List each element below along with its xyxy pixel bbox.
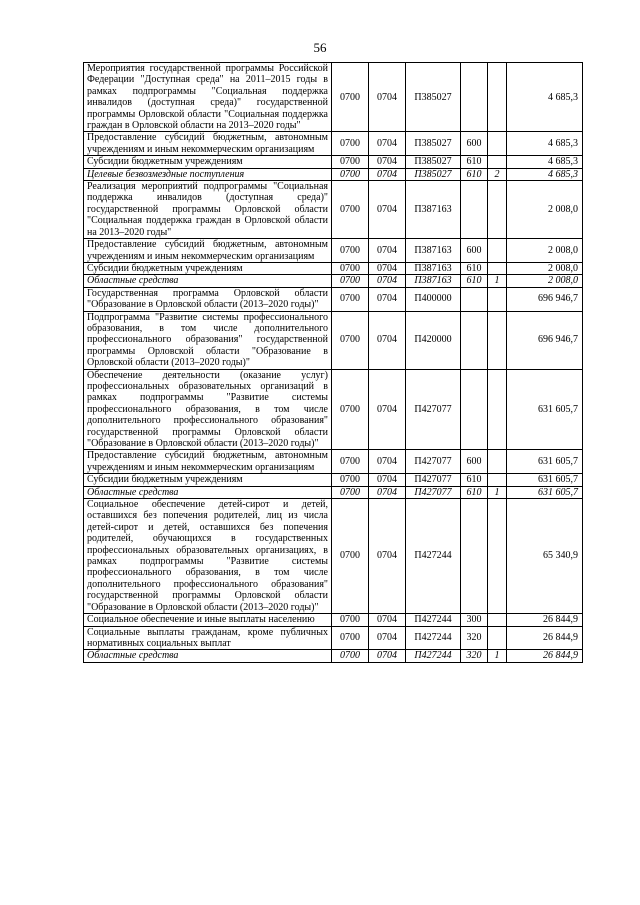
row-name-cell: Мероприятия государственной программы Российской Федерации "Доступная среда" на 2011–2015 годы в рамках подпрограммы "Социальная поддержка инвалидов (доступная среда)" государственной программы Орловской области "Социальная поддержка граждан в Орловской области на 2013–2020 годы" <box>84 63 332 132</box>
section-code-cell: 0700 <box>332 450 369 474</box>
amount-cell: 26 844,9 <box>507 626 583 650</box>
row-name-cell: Субсидии бюджетным учреждениям <box>84 262 332 274</box>
section-code-cell: 0700 <box>332 156 369 168</box>
expense-type-cell: 600 <box>461 132 488 156</box>
expense-type-cell: 600 <box>461 450 488 474</box>
amount-cell: 65 340,9 <box>507 499 583 614</box>
section-code-cell: 0700 <box>332 262 369 274</box>
section-code-cell: 0700 <box>332 168 369 180</box>
row-name-cell: Предоставление субсидий бюджетным, автономным учреждениям и иным некоммерческим организациям <box>84 132 332 156</box>
expense-type-cell <box>461 369 488 450</box>
subsection-code-cell: 0704 <box>369 650 406 662</box>
target-article-cell: П427077 <box>406 450 461 474</box>
target-article-cell: П427244 <box>406 499 461 614</box>
row-name-cell: Реализация мероприятий подпрограммы "Социальная поддержка инвалидов (доступная среда)" государственной программы Орловской области "Социальная поддержка граждан в Орловской области на 2013–2020 годы" <box>84 181 332 239</box>
funding-source-cell <box>488 311 507 369</box>
row-name-cell: Субсидии бюджетным учреждениям <box>84 156 332 168</box>
expense-type-cell <box>461 499 488 614</box>
expense-type-cell <box>461 287 488 311</box>
subsection-code-cell: 0704 <box>369 275 406 287</box>
expense-type-cell <box>461 63 488 132</box>
funding-source-cell <box>488 626 507 650</box>
subsection-code-cell: 0704 <box>369 626 406 650</box>
target-article-cell: П427244 <box>406 614 461 626</box>
amount-cell: 696 946,7 <box>507 311 583 369</box>
subsection-code-cell: 0704 <box>369 450 406 474</box>
amount-cell: 4 685,3 <box>507 156 583 168</box>
funding-source-cell <box>488 181 507 239</box>
target-article-cell: П385027 <box>406 168 461 180</box>
amount-cell: 26 844,9 <box>507 650 583 662</box>
subsection-code-cell: 0704 <box>369 287 406 311</box>
section-code-cell: 0700 <box>332 63 369 132</box>
section-code-cell: 0700 <box>332 181 369 239</box>
row-name-cell: Государственная программа Орловской области "Образование в Орловской области (2013–2020 годы)" <box>84 287 332 311</box>
table-row <box>84 626 583 650</box>
table-row <box>84 369 583 450</box>
table-row <box>84 239 583 263</box>
row-name-cell: Социальные выплаты гражданам, кроме публичных нормативных социальных выплат <box>84 626 332 650</box>
subsection-code-cell: 0704 <box>369 499 406 614</box>
target-article-cell: П427077 <box>406 486 461 498</box>
amount-cell: 4 685,3 <box>507 132 583 156</box>
section-code-cell: 0700 <box>332 275 369 287</box>
amount-cell: 2 008,0 <box>507 239 583 263</box>
row-name-cell: Социальное обеспечение и иные выплаты населению <box>84 614 332 626</box>
section-code-cell: 0700 <box>332 239 369 263</box>
row-name-cell: Субсидии бюджетным учреждениям <box>84 474 332 486</box>
table-row <box>84 287 583 311</box>
budget-table <box>83 62 583 663</box>
subsection-code-cell: 0704 <box>369 181 406 239</box>
row-name-cell: Целевые безвозмездные поступления <box>84 168 332 180</box>
expense-type-cell: 600 <box>461 239 488 263</box>
target-article-cell: П427244 <box>406 650 461 662</box>
target-article-cell: П387163 <box>406 262 461 274</box>
target-article-cell: П385027 <box>406 156 461 168</box>
amount-cell: 2 008,0 <box>507 275 583 287</box>
section-code-cell: 0700 <box>332 499 369 614</box>
funding-source-cell: 1 <box>488 650 507 662</box>
target-article-cell: П385027 <box>406 63 461 132</box>
row-name-cell: Областные средства <box>84 486 332 498</box>
target-article-cell: П387163 <box>406 275 461 287</box>
page-number: 56 <box>313 40 327 55</box>
funding-source-cell <box>488 499 507 614</box>
amount-cell: 696 946,7 <box>507 287 583 311</box>
row-name-cell: Подпрограмма "Развитие системы профессионального образования, в том числе дополнительного профессионального образования" государственной программы Орловской области "Образование в Орловской области (2013–2020 годы)" <box>84 311 332 369</box>
funding-source-cell <box>488 63 507 132</box>
amount-cell: 4 685,3 <box>507 63 583 132</box>
subsection-code-cell: 0704 <box>369 262 406 274</box>
expense-type-cell: 300 <box>461 614 488 626</box>
row-name-cell: Предоставление субсидий бюджетным, автономным учреждениям и иным некоммерческим организациям <box>84 450 332 474</box>
section-code-cell: 0700 <box>332 626 369 650</box>
table-row <box>84 262 583 274</box>
table-row <box>84 486 583 498</box>
funding-source-cell <box>488 262 507 274</box>
amount-cell: 2 008,0 <box>507 181 583 239</box>
section-code-cell: 0700 <box>332 311 369 369</box>
subsection-code-cell: 0704 <box>369 474 406 486</box>
table-row <box>84 450 583 474</box>
subsection-code-cell: 0704 <box>369 311 406 369</box>
section-code-cell: 0700 <box>332 369 369 450</box>
table-row <box>84 499 583 614</box>
subsection-code-cell: 0704 <box>369 239 406 263</box>
target-article-cell: П400000 <box>406 287 461 311</box>
budget-table-body <box>84 63 583 663</box>
section-code-cell: 0700 <box>332 614 369 626</box>
funding-source-cell <box>488 474 507 486</box>
section-code-cell: 0700 <box>332 132 369 156</box>
section-code-cell: 0700 <box>332 486 369 498</box>
expense-type-cell <box>461 181 488 239</box>
funding-source-cell <box>488 156 507 168</box>
expense-type-cell: 320 <box>461 626 488 650</box>
amount-cell: 4 685,3 <box>507 168 583 180</box>
section-code-cell: 0700 <box>332 474 369 486</box>
funding-source-cell <box>488 369 507 450</box>
table-row <box>84 132 583 156</box>
row-name-cell: Обеспечение деятельности (оказание услуг) профессиональных образовательных организаций в рамках подпрограммы "Развитие системы профессионального образования, в том числе дополнительного профессионального образования" государственной программы Орловской области "Образование в Орловской области (2013–2020 годы)" <box>84 369 332 450</box>
subsection-code-cell: 0704 <box>369 369 406 450</box>
target-article-cell: П420000 <box>406 311 461 369</box>
section-code-cell: 0700 <box>332 287 369 311</box>
amount-cell: 631 605,7 <box>507 474 583 486</box>
target-article-cell: П387163 <box>406 239 461 263</box>
subsection-code-cell: 0704 <box>369 156 406 168</box>
expense-type-cell: 610 <box>461 486 488 498</box>
expense-type-cell: 610 <box>461 262 488 274</box>
expense-type-cell: 610 <box>461 156 488 168</box>
target-article-cell: П427077 <box>406 474 461 486</box>
funding-source-cell: 2 <box>488 168 507 180</box>
table-row <box>84 650 583 662</box>
table-row <box>84 275 583 287</box>
row-name-cell: Социальное обеспечение детей-сирот и детей, оставшихся без попечения родителей, лиц из числа детей-сирот и детей, оставшихся без попечения родителей, обучающихся в государственных профессиональных образовательных организациях, в рамках подпрограммы "Развитие системы профессионального образования, в том числе дополнительного профессионального образования" государственной программы Орловской области "Образование в Орловской области (2013–2020 годы)" <box>84 499 332 614</box>
funding-source-cell <box>488 132 507 156</box>
section-code-cell: 0700 <box>332 650 369 662</box>
subsection-code-cell: 0704 <box>369 132 406 156</box>
subsection-code-cell: 0704 <box>369 63 406 132</box>
table-row <box>84 156 583 168</box>
subsection-code-cell: 0704 <box>369 614 406 626</box>
subsection-code-cell: 0704 <box>369 486 406 498</box>
table-row <box>84 614 583 626</box>
row-name-cell: Предоставление субсидий бюджетным, автономным учреждениям и иным некоммерческим организациям <box>84 239 332 263</box>
target-article-cell: П427244 <box>406 626 461 650</box>
funding-source-cell <box>488 287 507 311</box>
amount-cell: 631 605,7 <box>507 486 583 498</box>
expense-type-cell: 610 <box>461 168 488 180</box>
funding-source-cell <box>488 614 507 626</box>
table-row <box>84 311 583 369</box>
table-row <box>84 181 583 239</box>
table-row <box>84 474 583 486</box>
amount-cell: 631 605,7 <box>507 369 583 450</box>
target-article-cell: П385027 <box>406 132 461 156</box>
target-article-cell: П387163 <box>406 181 461 239</box>
expense-type-cell: 610 <box>461 275 488 287</box>
amount-cell: 631 605,7 <box>507 450 583 474</box>
funding-source-cell: 1 <box>488 275 507 287</box>
subsection-code-cell: 0704 <box>369 168 406 180</box>
funding-source-cell <box>488 239 507 263</box>
target-article-cell: П427077 <box>406 369 461 450</box>
table-row <box>84 63 583 132</box>
row-name-cell: Областные средства <box>84 275 332 287</box>
funding-source-cell <box>488 450 507 474</box>
funding-source-cell: 1 <box>488 486 507 498</box>
expense-type-cell: 610 <box>461 474 488 486</box>
row-name-cell: Областные средства <box>84 650 332 662</box>
expense-type-cell <box>461 311 488 369</box>
expense-type-cell: 320 <box>461 650 488 662</box>
amount-cell: 26 844,9 <box>507 614 583 626</box>
table-row <box>84 168 583 180</box>
amount-cell: 2 008,0 <box>507 262 583 274</box>
